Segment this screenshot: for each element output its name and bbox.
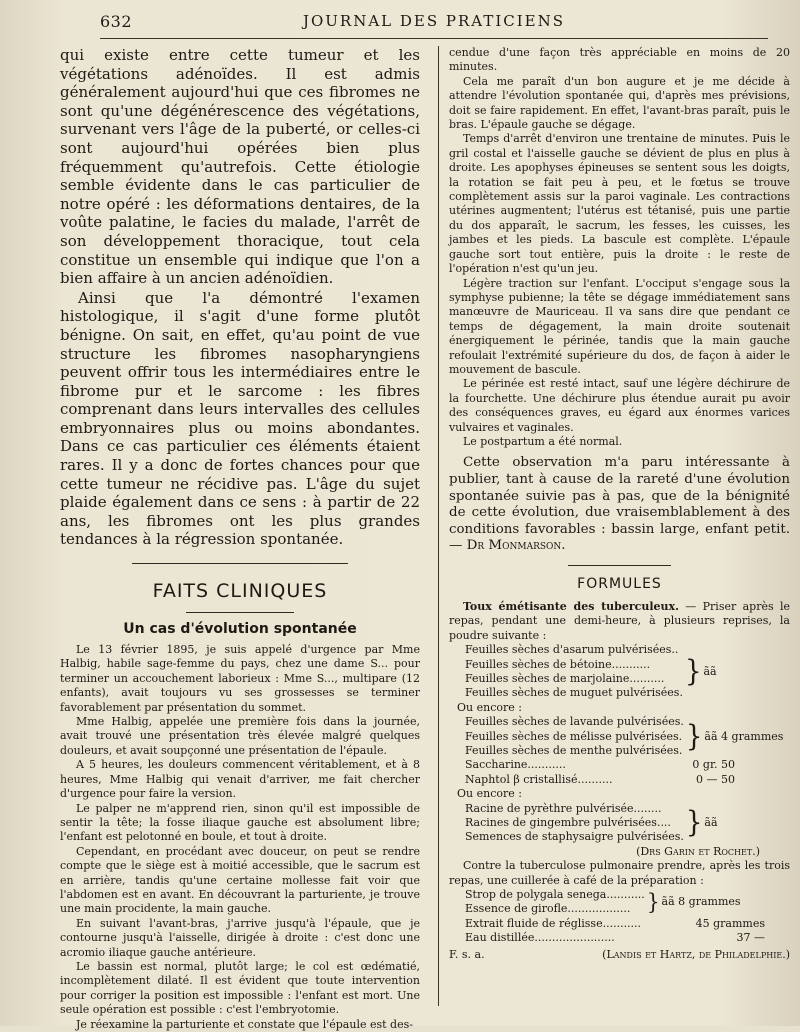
recipe-item: Feuilles sèches d'asarum pulvérisées.. [465, 643, 679, 657]
section-title: FAITS CLINIQUES [152, 580, 328, 603]
fsa-mark: F. s. a. [449, 947, 485, 961]
ou-encore: Ou encore : [457, 787, 522, 801]
recipe-item: Racine de pyrèthre pulvérisée........ [465, 801, 662, 815]
recipe-item: Semences de staphysaigre pulvérisées. [465, 830, 684, 844]
article-paragraph: Le postpartum a été normal. [463, 434, 623, 448]
recipe-qty: ãã [703, 664, 717, 678]
conclusion [449, 455, 790, 555]
recipe-qty: ãã [704, 816, 718, 830]
formules-rule [568, 565, 670, 566]
page-number: 632 [100, 12, 133, 31]
recipe-item: Feuilles sèches de menthe pulvérisées. [465, 744, 683, 757]
article-body [60, 643, 420, 1032]
article-paragraph: Cependant, en procédant avec douceur, on peut se rendre compte que le siège est à moitié accessible, que le sacrum est en arrière, tandis qu'une certaine mollesse fait voir que l'abdomen est en avant. En découvrant la parturiente, je trouve une main procidente, la main gauche. [60, 844, 420, 916]
ingredient: Extrait fluide de réglisse........... [465, 916, 642, 930]
conclusion-author: — Dr Monmarson. [449, 538, 566, 554]
article-paragraph: Le palper ne m'apprend rien, sinon qu'il est impossible de sentir la tête; la fosse iliaque gauche est absolument libre; l'enfant est pelotonné en boule, et tout à droite. [60, 801, 420, 844]
article-paragraph: Le bassin est normal, plutôt large; le col est œdématié, incomplètement dilaté. Il est évident que toute intervention pour corriger la position est impossible : l'enfant est mort. Une seule opération est possible : c'est l'embryotomie. [60, 959, 420, 1017]
brace-icon: } [646, 889, 660, 916]
recipe-item: Essence de girofle.................. [465, 902, 631, 916]
recipe-3 [465, 802, 790, 845]
journal-title: JOURNAL DES PRATICIENS [302, 12, 566, 30]
article-paragraph: cendue d'une façon très appréciable en moins de 20 minutes. [449, 46, 790, 74]
ou-encore: Ou encore : [457, 700, 522, 714]
brace-icon: } [685, 720, 703, 754]
recipe-item: Feuilles sèches de muguet pulvérisées. [465, 686, 683, 700]
recipe-footer [449, 948, 790, 962]
toux-text: — Priser après le repas, pendant une demi-heure, à plusieurs reprises, la poudre suivante : [449, 599, 791, 642]
ingredient: Naphtol β cristallisé.......... [465, 772, 613, 786]
article-paragraph: Temps d'arrêt d'environ une trentaine de minutes. Puis le gril costal et l'aisselle gauche se dévient de plus en plus à droite. Les apophyses épineuses se sentent sous les doigts, la rotation se fait peu à peu, et le fœtus se trouve complètement assis sur la paroi vaginale. Les contractions utérines augmentent; l'utérus est tétanisé, puis une partie du dos apparaît, le sacrum, les fesses, les cuisses, les jambes et les pieds. La bascule est complète. L'épaule gauche sort tout entière, puis la droite : le reste de l'opération n'est qu'un jeu. [449, 132, 790, 276]
recipe-author: (Landis et Hartz, de Philadelphie.) [602, 947, 790, 961]
article-paragraph: Le 13 février 1895, je suis appelé d'urgence par Mme Halbig, habile sage-femme du pays, chez une dame S... pour terminer un accouchement laborieux : Mme S..., multipare (12 enfants), avait toujours vu ses grossesses se terminer favorablement par présentation du sommet. [60, 643, 420, 714]
article-paragraph: Légère traction sur l'enfant. L'occiput s'engage sous la symphyse pubienne; la tête se dégage immédiatement sans manœuvre de Mauriceau. Il va sans dire que pendant ce temps de dégagement, la main droite soutenait énergiquement le périnée, tandis que la main gauche refoulait l'extrémité supérieure du dos, de façon à aider le mouvement de bascule. [449, 276, 790, 376]
amount: 45 grammes [695, 916, 765, 930]
article-paragraph: Le périnée est resté intact, sauf une légère déchirure de la fourchette. Une déchirure plus étendue aurait pu avoir des conséquences graves, eu égard aux énormes varices vulvaires et vaginales. [449, 377, 790, 434]
recipe-line [465, 773, 735, 787]
recipe-qty: ãã 8 grammes [661, 895, 741, 909]
tuber-intro: Contre la tuberculose pulmonaire prendre, après les trois repas, une cuillerée à café de la préparation : [449, 859, 790, 887]
recipe-item: Feuilles sèches de bétoine........... [465, 657, 651, 671]
article-paragraph: Je réexamine la parturiente et constate que l'épaule est des- [76, 1017, 413, 1031]
intro-paragraph: Ainsi que l'a démontré l'examen histologique, il s'agit d'une forme plutôt bénigne. On sait, en effet, qu'au point de vue structure les fibromes nasopharyngiens peuvent offrir tous les intermédiaires entre le fibrome pur et le sarcome : les fibres comprenant dans leurs intervalles des cellules embryonnaires plus ou moins abondantes. Dans ce cas particulier ces éléments étaient rares. Il y a donc de fortes chances pour que cette tumeur ne récidive pas. L'âge du sujet plaide également dans ce sens : à partir de 22 ans, les fibromes ont les plus grandes tendances à la régression spontanée. [60, 288, 420, 549]
amount: 0 — 50 [696, 772, 735, 786]
recipe-item: Feuilles sèches de marjolaine.......... [465, 671, 665, 685]
brace-icon: } [684, 655, 702, 689]
recipe-author: (Drs Garin et Rochet.) [636, 844, 760, 858]
toux-title: Toux émétisante des tuberculeux. [463, 599, 679, 613]
column-divider [438, 46, 439, 1006]
short-rule [186, 612, 294, 613]
conclusion-text: Cette observation m'a paru intéressante à publier, tant à cause de la rareté d'une évolution spontanée suivie pas à pas, que de la bénignité de cette évolution, due vraisemblablement à des conditions favorables : bassin large, enfant petit. [449, 455, 790, 537]
columns [60, 46, 791, 1031]
formules-title: FORMULES [577, 575, 662, 592]
recipe-item: Feuilles sèches de lavande pulvérisées. [465, 715, 684, 729]
recipe-item: Feuilles sèches de mélisse pulvérisées. [465, 729, 683, 743]
ingredient: Eau distillée....................... [465, 931, 615, 945]
article-paragraph: A 5 heures, les douleurs commencent véritablement, et à 8 heures, Mme Halbig qui venait d'arriver, me fait chercher d'urgence pour faire la version. [60, 758, 420, 801]
ingredient: Saccharine........... [465, 758, 566, 772]
recipe-item: Racines de gingembre pulvérisées.... [465, 816, 671, 830]
recipe-line [465, 917, 765, 931]
page-header [100, 0, 768, 39]
section-rule [132, 563, 348, 564]
intro-text [60, 46, 420, 549]
article-paragraph: En suivant l'avant-bras, j'arrive jusqu'à l'épaule, que je contourne jusqu'à l'aisselle, dirigée à droite : c'est donc une acromio iliaque gauche antérieure. [60, 916, 420, 959]
article-title: Un cas d'évolution spontanée [123, 621, 357, 638]
amount: 0 gr. 50 [692, 758, 735, 772]
article-paragraph: Cela me paraît d'un bon augure et je me décide à attendre l'évolution spontanée qui, d'après mes prévisions, doit se faire rapidement. En effet, l'avant-bras paraît, puis le bras. L'épaule gauche se dégage. [449, 74, 790, 132]
recipe-2 [465, 715, 790, 758]
article-paragraph: Mme Halbig, appelée une première fois dans la journée, avait trouvé une présentation très élevée malgré quelques douleurs, et avait soupçonné une présentation de l'épaule. [60, 715, 420, 757]
recipe-line [465, 931, 765, 945]
intro-paragraph: qui existe entre cette tumeur et les végétations adénoïdes. Il est admis généralement aujourd'hui que ces fibromes ne sont qu'une dégénérescence des végétations, survenant vers l'âge de la puberté, or celles-ci sont aujourd'hui opérées bien plus fréquemment qu'autrefois. Cette étiologie semble évidente dans le cas particulier de notre opéré : les déformations dentaires, de la voûte palatine, le facies du malade, l'arrêt de son développement thoracique, tout cela constitue un ensemble qui indique que l'on a bien affaire à un ancien adénoïdien. [60, 46, 420, 288]
right-column [447, 46, 790, 1006]
formules-body [449, 600, 790, 962]
left-column [60, 46, 430, 1031]
toux-intro [449, 600, 790, 643]
recipe-line [465, 758, 735, 772]
recipe-qty: ãã 4 grammes [704, 729, 784, 743]
amount: 37 — [736, 931, 765, 945]
brace-icon: } [685, 806, 703, 840]
recipe-4 [465, 888, 790, 917]
recipe-item: Strop de polygala senega........... [465, 888, 645, 902]
article-continuation [449, 46, 790, 449]
recipe-1 [465, 643, 790, 701]
